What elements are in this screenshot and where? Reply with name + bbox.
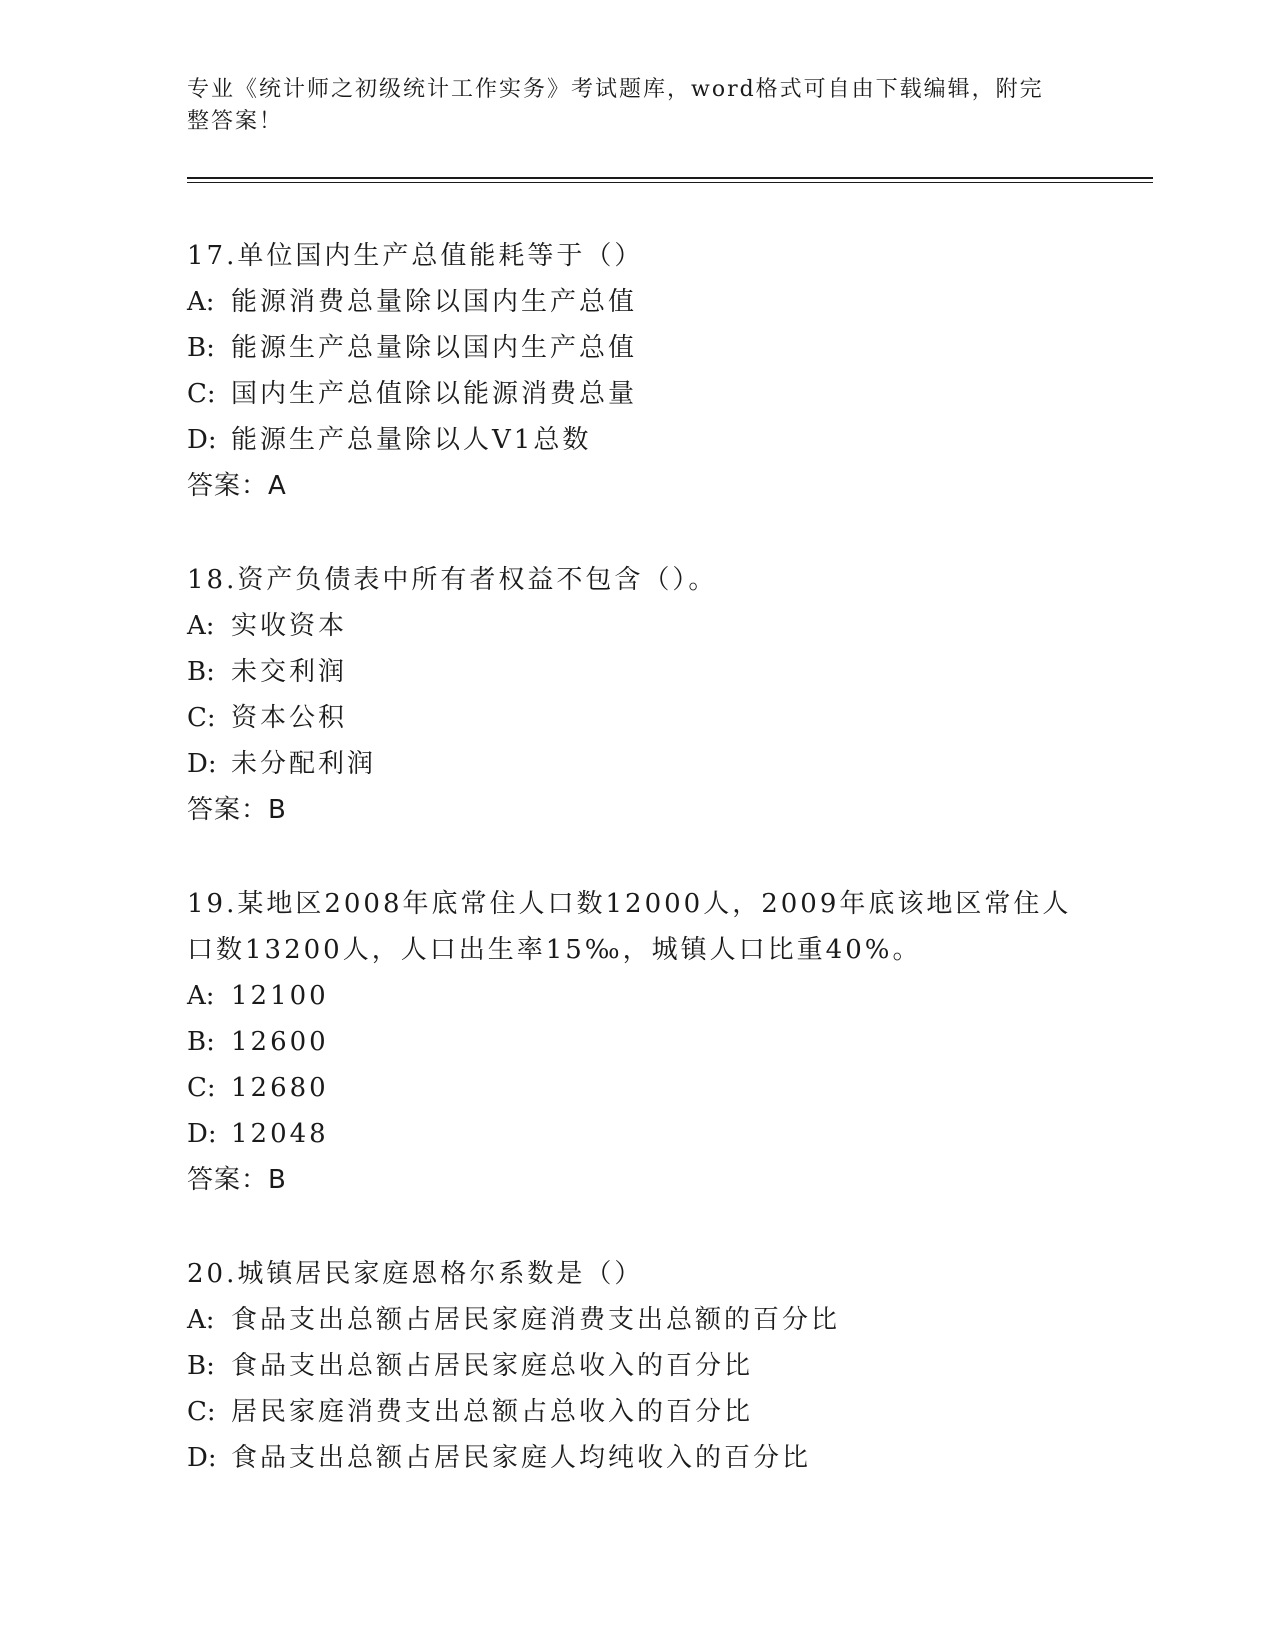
option-a bbox=[187, 1297, 1087, 1343]
option-text: 12600 bbox=[231, 1027, 329, 1057]
option-text: 居民家庭消费支出总额占总收入的百分比 bbox=[231, 1397, 754, 1427]
answer-line: 答案：B bbox=[187, 1165, 287, 1195]
option-b bbox=[187, 1343, 1087, 1389]
option-b bbox=[187, 325, 1087, 371]
question-stem: 17.单位国内生产总值能耗等于（） bbox=[187, 241, 644, 271]
option-letter: C: bbox=[187, 1397, 216, 1427]
page-header: 专业《统计师之初级统计工作实务》考试题库，word格式可自由下载编辑，附完整答案！ bbox=[187, 77, 1044, 134]
option-text: 资本公积 bbox=[231, 703, 348, 733]
option-text: 食品支出总额占居民家庭人均纯收入的百分比 bbox=[231, 1443, 812, 1473]
option-d bbox=[187, 1435, 1087, 1481]
option-d bbox=[187, 741, 1087, 787]
header-rule-thick bbox=[187, 177, 1153, 179]
option-text: 实收资本 bbox=[231, 611, 348, 641]
option-c bbox=[187, 1065, 1087, 1111]
question-19 bbox=[187, 881, 1087, 1203]
option-letter: B: bbox=[187, 657, 215, 687]
option-text: 12680 bbox=[231, 1073, 329, 1103]
option-text: 12100 bbox=[231, 981, 329, 1011]
option-letter: D: bbox=[187, 1119, 217, 1149]
option-letter: D: bbox=[187, 749, 217, 779]
option-c bbox=[187, 1389, 1087, 1435]
option-text: 能源消费总量除以国内生产总值 bbox=[231, 287, 638, 317]
option-letter: B: bbox=[187, 1351, 215, 1381]
option-text: 食品支出总额占居民家庭总收入的百分比 bbox=[231, 1351, 754, 1381]
option-text: 食品支出总额占居民家庭消费支出总额的百分比 bbox=[231, 1305, 841, 1335]
question-stem: 20.城镇居民家庭恩格尔系数是（） bbox=[187, 1259, 644, 1289]
option-c bbox=[187, 371, 1087, 417]
option-text: 能源生产总量除以国内生产总值 bbox=[231, 333, 638, 363]
option-text: 12048 bbox=[231, 1119, 329, 1149]
option-d bbox=[187, 1111, 1087, 1157]
option-text: 未分配利润 bbox=[231, 749, 377, 779]
option-text: 国内生产总值除以能源消费总量 bbox=[231, 379, 638, 409]
option-d bbox=[187, 417, 1087, 463]
answer-line: 答案：B bbox=[187, 795, 287, 825]
option-letter: C: bbox=[187, 1073, 216, 1103]
option-letter: D: bbox=[187, 425, 217, 455]
question-20 bbox=[187, 1251, 1087, 1481]
option-letter: A: bbox=[187, 981, 215, 1011]
option-letter: B: bbox=[187, 1027, 215, 1057]
question-18 bbox=[187, 557, 1087, 833]
option-letter: C: bbox=[187, 703, 216, 733]
option-a bbox=[187, 973, 1087, 1019]
option-letter: A: bbox=[187, 287, 215, 317]
option-letter: D: bbox=[187, 1443, 217, 1473]
question-17 bbox=[187, 233, 1087, 509]
option-text: 能源生产总量除以人V1总数 bbox=[231, 425, 592, 455]
option-a bbox=[187, 603, 1087, 649]
header-rule-thin bbox=[187, 182, 1153, 183]
option-a bbox=[187, 279, 1087, 325]
option-b bbox=[187, 1019, 1087, 1065]
option-letter: A: bbox=[187, 611, 215, 641]
question-stem: 19.某地区2008年底常住人口数12000人，2009年底该地区常住人口数13200人，人口出生率15‰，城镇人口比重40%。 bbox=[187, 889, 1072, 965]
option-letter: A: bbox=[187, 1305, 215, 1335]
question-list bbox=[187, 233, 1087, 1529]
option-letter: C: bbox=[187, 379, 216, 409]
answer-line: 答案：A bbox=[187, 471, 287, 501]
option-b bbox=[187, 649, 1087, 695]
option-text: 未交利润 bbox=[231, 657, 348, 687]
option-c bbox=[187, 695, 1087, 741]
option-letter: B: bbox=[187, 333, 215, 363]
question-stem: 18.资产负债表中所有者权益不包含（）。 bbox=[187, 565, 718, 595]
